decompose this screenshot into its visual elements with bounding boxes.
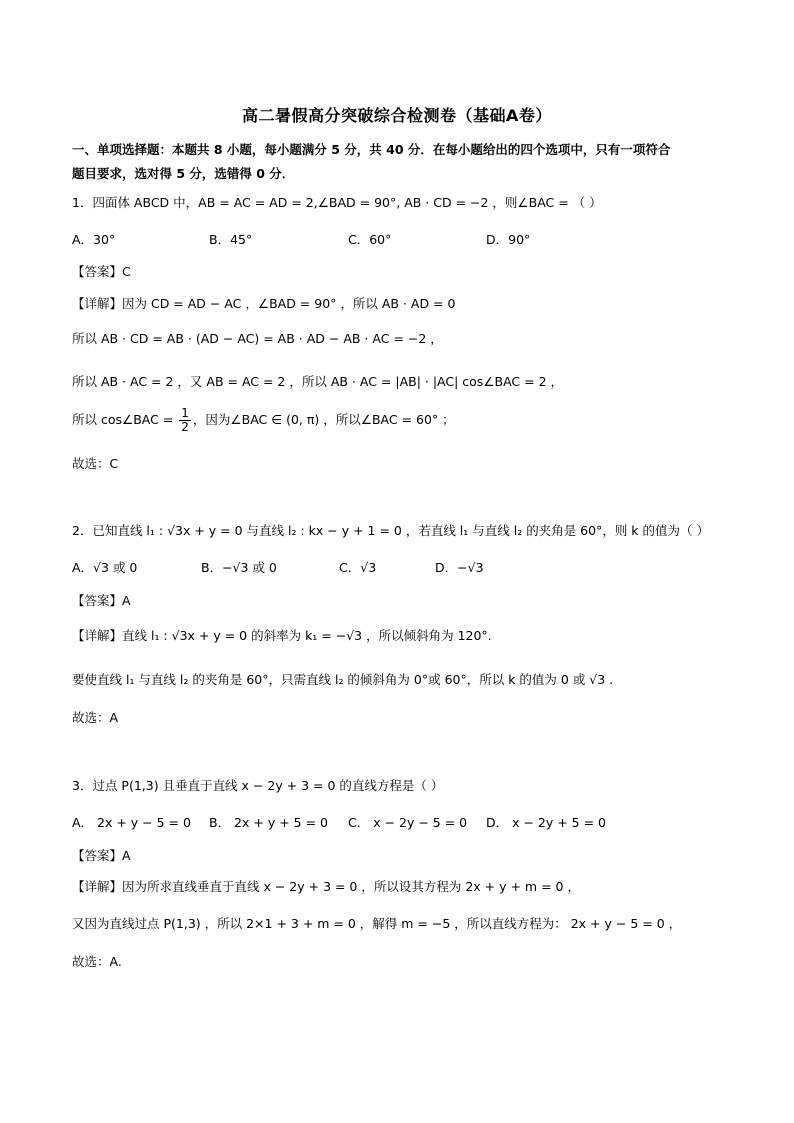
q1-stem: 1．四面体 ABCD 中，AB = AC = AD = 2,∠BAD = 90°, AB · CD = −2 ，则∠BAC = （ ）: [72, 195, 602, 210]
q1-answer: 【答案】C: [72, 264, 131, 279]
q2-option-d: D．−√3: [435, 560, 484, 575]
q1-option-d: D．90°: [486, 232, 531, 247]
fraction-numerator: 1: [181, 406, 189, 420]
q2-detail-line1: 【详解】直线 l₁ : √3x + y = 0 的斜率为 k₁ = −√3 ，所以倾斜角为 120°.: [72, 628, 492, 643]
q3-detail-line2: 又因为直线过点 P(1,3) ，所以 2×1 + 3 + m = 0 ，解得 m = −5 ，所以直线方程为： 2x + y − 5 = 0 ，: [72, 916, 682, 931]
fraction: [179, 407, 191, 434]
q2-detail-line2: 要使直线 l₁ 与直线 l₂ 的夹角是 60°，只需直线 l₂ 的倾斜角为 0°或 60°，所以 k 的值为 0 或 √3 .: [72, 672, 614, 687]
q1-detail-line3: 所以 AB · AC = 2 ，又 AB = AC = 2 ，所以 AB · AC = |AB| · |AC| cos∠BAC = 2 ，: [72, 374, 563, 389]
q3-option-a: A． 2x + y − 5 = 0: [72, 815, 191, 830]
q2-answer: 【答案】A: [72, 593, 131, 608]
q1-detail-line4-prefix: 所以 cos∠BAC =: [72, 412, 178, 427]
q2-option-c: C．√3: [339, 560, 377, 575]
page-title: 高二暑假高分突破综合检测卷（基础A卷）: [242, 106, 552, 125]
q1-option-b: B．45°: [209, 232, 253, 247]
q1-detail-line2: 所以 AB · CD = AB · (AD − AC) = AB · AD − AB · AC = −2 ，: [72, 331, 443, 346]
q1-option-c: C．60°: [348, 232, 392, 247]
q2-option-b: B．−√3 或 0: [201, 560, 277, 575]
q2-conclusion: 故选：A: [72, 710, 119, 725]
q3-option-d: D． x − 2y + 5 = 0: [486, 815, 607, 830]
q3-conclusion: 故选：A.: [72, 954, 122, 969]
q2-stem: 2．已知直线 l₁ : √3x + y = 0 与直线 l₂ : kx − y + 1 = 0 ，若直线 l₁ 与直线 l₂ 的夹角是 60°，则 k 的值为（ ）: [72, 523, 709, 538]
q3-option-c: C． x − 2y − 5 = 0: [348, 815, 468, 830]
q1-conclusion: 故选：C: [72, 456, 119, 471]
q1-detail-line1: 【详解】因为 CD = AD − AC ，∠BAD = 90° ，所以 AB · AD = 0: [72, 296, 456, 311]
q2-option-a: A．√3 或 0: [72, 560, 138, 575]
fraction-denominator: 2: [181, 420, 189, 434]
section-instructions-line1: 一、单项选择题：本题共 8 小题，每小题满分 5 分，共 40 分．在每小题给出的四个选项中，只有一项符合: [72, 142, 671, 157]
q3-answer: 【答案】A: [72, 848, 131, 863]
q1-option-a: A．30°: [72, 232, 116, 247]
q3-detail-line1: 【详解】因为所求直线垂直于直线 x − 2y + 3 = 0 ，所以设其方程为 2x + y + m = 0 ，: [72, 879, 580, 894]
q3-option-b: B． 2x + y + 5 = 0: [209, 815, 328, 830]
q1-detail-line4-suffix: ，因为∠BAC ∈ (0, π) ，所以∠BAC = 60° ；: [192, 412, 455, 427]
section-instructions-line2: 题目要求，选对得 5 分，选错得 0 分．: [72, 166, 295, 181]
q3-stem: 3．过点 P(1,3) 且垂直于直线 x − 2y + 3 = 0 的直线方程是（ ）: [72, 778, 444, 793]
q1-detail-line4: [72, 407, 455, 434]
